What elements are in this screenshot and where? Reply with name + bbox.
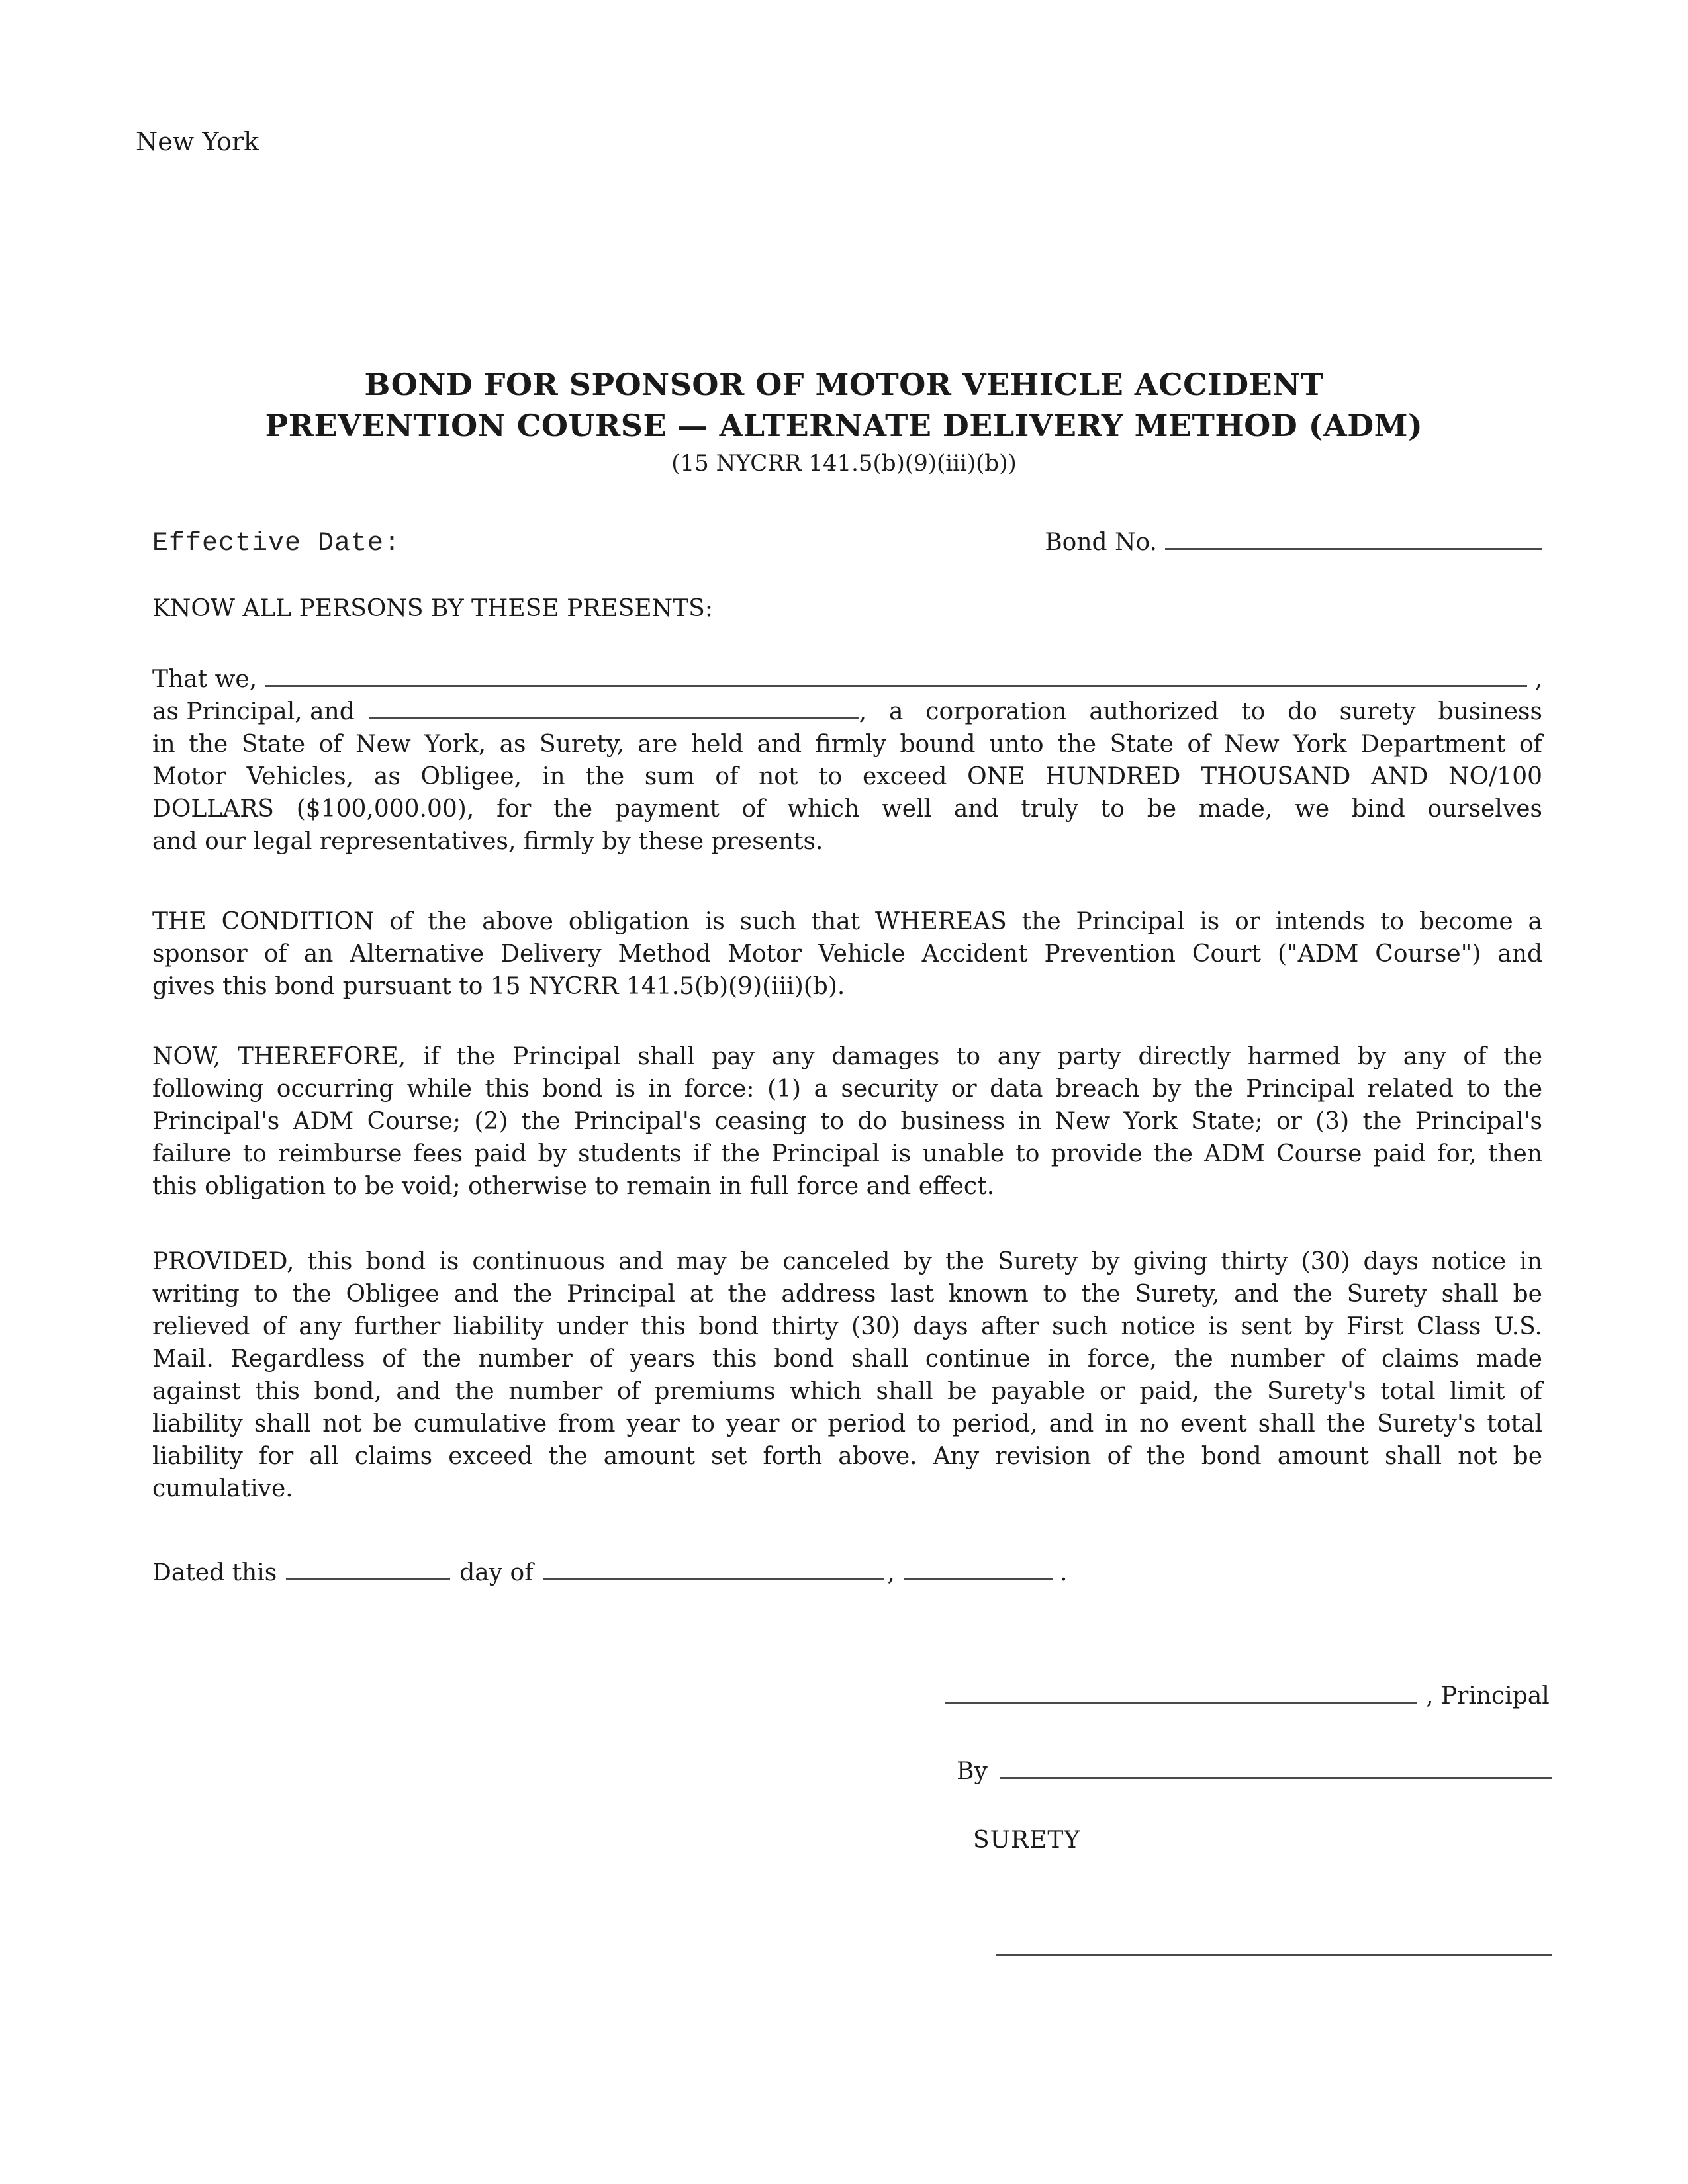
surety-label: SURETY: [973, 1827, 1081, 1854]
title-line-1: BOND FOR SPONSOR OF MOTOR VEHICLE ACCIDENT: [364, 367, 1324, 402]
principal-label: , Principal: [1426, 1682, 1550, 1709]
dated-period: .: [1059, 1559, 1068, 1586]
day-of-label: day of: [459, 1559, 534, 1586]
header-fields-row: [152, 526, 1542, 561]
paragraph-line: in the State of New York, as Surety, are held and firmly bound unto the State of New York Department of: [152, 731, 1542, 758]
bond-number-label: Bond No.: [1045, 529, 1157, 556]
bond-number-group: [1045, 526, 1542, 559]
state-label: New York: [136, 127, 259, 156]
principal-signature-row: [945, 1680, 1562, 1712]
dated-comma: ,: [887, 1559, 895, 1586]
year-field[interactable]: [904, 1574, 1053, 1580]
as-principal-prefix: as Principal, and: [152, 698, 355, 725]
day-field[interactable]: [286, 1574, 450, 1580]
paragraph-line: gives this bond pursuant to 15 NYCRR 141.5(b)(9)(iii)(b).: [152, 973, 845, 1000]
by-signature-field[interactable]: [1000, 1773, 1552, 1779]
paragraph-line: THE CONDITION of the above obligation is such that WHEREAS the Principal is or intends to become a: [152, 908, 1542, 935]
statute-reference: (15 NYCRR 141.5(b)(9)(iii)(b)): [671, 450, 1017, 477]
paragraph-line: against this bond, and the number of premiums which shall be payable or paid, the Surety's total limit of: [152, 1378, 1542, 1405]
surety-name-line: [152, 696, 1542, 728]
month-field[interactable]: [543, 1574, 884, 1580]
provided-paragraph: [152, 1246, 1542, 1505]
paragraph-line: relieved of any further liability under this bond thirty (30) days after such notice is sent by First Class U.S.: [152, 1313, 1542, 1340]
title-line-2: PREVENTION COURSE — ALTERNATE DELIVERY METHOD (ADM): [265, 408, 1423, 443]
condition-paragraph: [152, 905, 1542, 1003]
paragraph-line: this obligation to be void; otherwise to remain in full force and effect.: [152, 1173, 995, 1200]
dated-prefix: Dated this: [152, 1559, 277, 1586]
paragraph-line: liability for all claims exceed the amount set forth above. Any revision of the bond amount shall not be: [152, 1443, 1542, 1470]
paragraph-line: liability shall not be cumulative from year to year or period to period, and in no event shall the Surety's total: [152, 1410, 1542, 1437]
paragraph-line: failure to reimburse fees paid by students if the Principal is unable to provide the ADM Course paid for, then: [152, 1140, 1542, 1167]
surety-signature-field[interactable]: [996, 1954, 1552, 1956]
paragraph-line: Mail. Regardless of the number of years this bond shall continue in force, the number of claims made: [152, 1345, 1542, 1373]
paragraph-line: cumulative.: [152, 1475, 293, 1502]
opening-paragraph: [152, 663, 1542, 858]
bond-number-field[interactable]: [1165, 544, 1542, 550]
principal-signature-field[interactable]: [945, 1698, 1417, 1704]
trailing-comma: ,: [1534, 666, 1542, 693]
by-label: By: [957, 1758, 988, 1785]
paragraph-line: NOW, THEREFORE, if the Principal shall pay any damages to any party directly harmed by any of the: [152, 1043, 1542, 1070]
corporation-suffix: , a corporation authorized to do surety business: [859, 698, 1542, 725]
preamble: KNOW ALL PERSONS BY THESE PRESENTS:: [152, 595, 713, 622]
by-signature-row: [957, 1755, 1552, 1788]
paragraph-line: Motor Vehicles, as Obligee, in the sum of not to exceed ONE HUNDRED THOUSAND AND NO/100: [152, 763, 1542, 790]
now-therefore-paragraph: [152, 1040, 1542, 1203]
that-we-lead: That we,: [152, 666, 258, 693]
principal-name-field[interactable]: [265, 681, 1526, 687]
paragraph-line: writing to the Obligee and the Principal at the address last known to the Surety, and the Surety shall be: [152, 1281, 1542, 1308]
paragraph-line: PROVIDED, this bond is continuous and may be canceled by the Surety by giving thirty (30) days notice in: [152, 1248, 1542, 1275]
surety-name-field[interactable]: [369, 713, 859, 719]
paragraph-line: Principal's ADM Course; (2) the Principal's ceasing to do business in New York State; or (3) the Principal's: [152, 1108, 1542, 1135]
paragraph-line: following occurring while this bond is in force: (1) a security or data breach by the Principal related to the: [152, 1075, 1542, 1103]
dated-line: [152, 1557, 1542, 1589]
paragraph-line: and our legal representatives, firmly by these presents.: [152, 828, 823, 855]
principal-name-line: [152, 663, 1542, 696]
effective-date-label: Effective Date:: [152, 529, 401, 559]
paragraph-line: sponsor of an Alternative Delivery Method Motor Vehicle Accident Prevention Court ("ADM Course") and: [152, 940, 1542, 968]
paragraph-line: DOLLARS ($100,000.00), for the payment of which well and truly to be made, we bind ourselves: [152, 796, 1542, 823]
document-title: [0, 364, 1688, 478]
